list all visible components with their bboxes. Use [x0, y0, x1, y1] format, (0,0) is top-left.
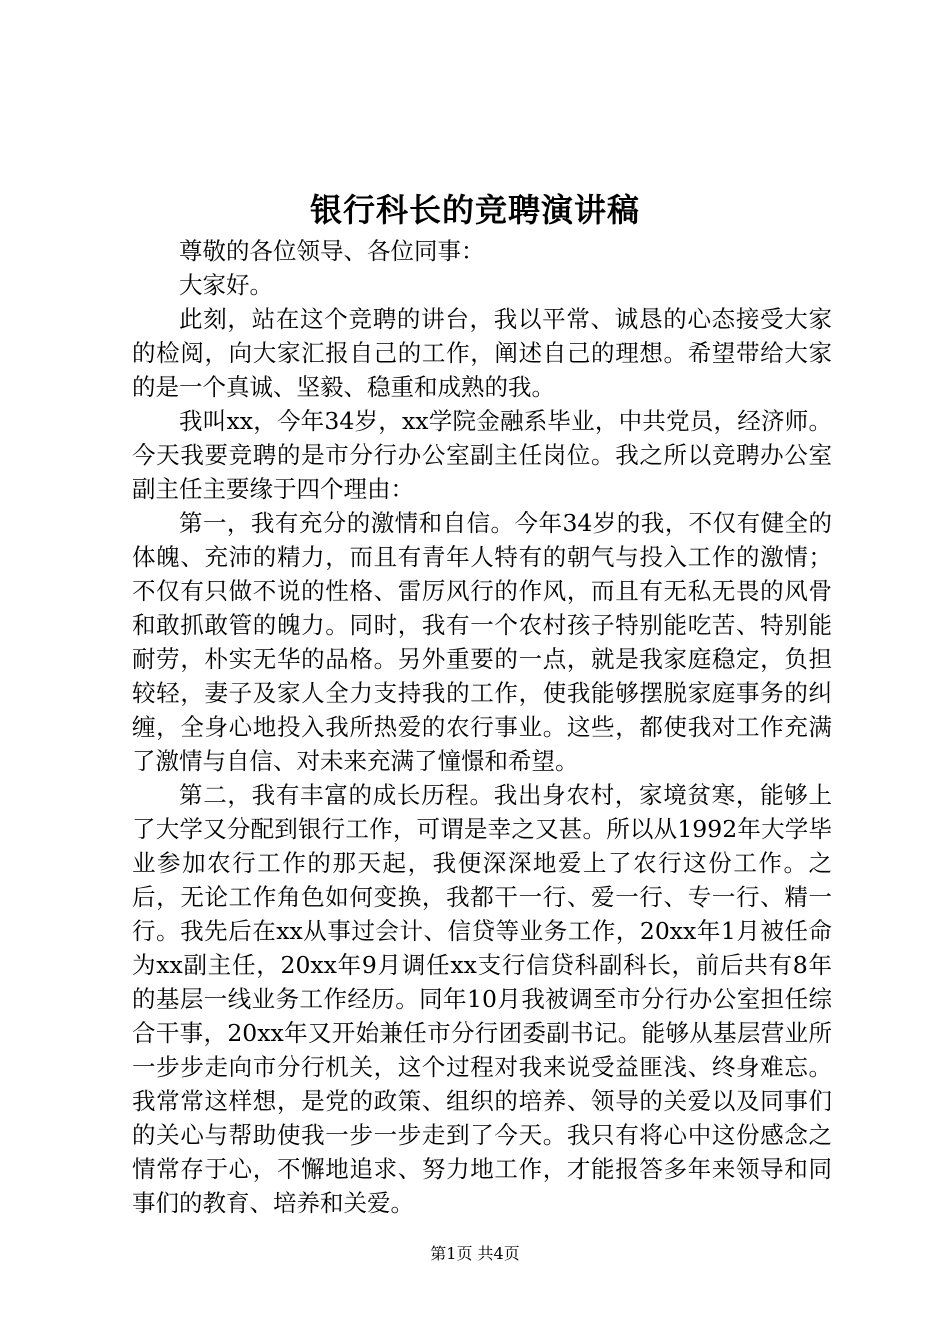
body-paragraph: 第二，我有丰富的成长历程。我出身农村，家境贫寒，能够上了大学又分配到银行工作，可谓是幸之又甚。所以从1992年大学毕业参加农行工作的那天起，我便深深地爱上了农行这份工作。之后，无论工作角色如何变换，我都干一行、爱一行、专一行、精一行。我先后在xx从事过会计、信贷等业务工作，20xx年1月被任命为xx副主任，20xx年9月调任xx支行信贷科副科长，前后共有8年的基层一线业务工作经历。同年10月我被调至市分行办公室担任综合干事，20xx年又开始兼任市分行团委副书记。能够从基层营业所一步步走向市分行机关，这个过程对我来说受益匪浅、终身难忘。我常常这样想，是党的政策、组织的培养、领导的关爱以及同事们的关心与帮助使我一步一步走到了今天。我只有将心中这份感念之情常存于心，不懈地追求、努力地工作，才能报答多年来领导和同事们的教育、培养和关爱。 [132, 781, 832, 1217]
document-body [132, 234, 832, 1220]
document-title: 银行科长的竞聘演讲稿 [309, 191, 640, 229]
body-paragraph: 此刻，站在这个竞聘的讲台，我以平常、诚恳的心态接受大家的检阅，向大家汇报自己的工作，阐述自己的理想。希望带给大家的是一个真诚、坚毅、稳重和成熟的我。 [132, 305, 832, 401]
body-paragraph: 我叫xx，今年34岁，xx学院金融系毕业，中共党员，经济师。今天我要竞聘的是市分行办公室副主任岗位。我之所以竞聘办公室副主任主要缘于四个理由： [132, 407, 832, 503]
page-footer: 第1页 共4页 [430, 1244, 520, 1263]
salutation-paragraph: 尊敬的各位领导、各位同事： [179, 237, 485, 265]
greeting-paragraph: 大家好。 [179, 271, 273, 299]
body-paragraph: 第一，我有充分的激情和自信。今年34岁的我，不仅有健全的体魄、充沛的精力，而且有青年人特有的朝气与投入工作的激情；不仅有只做不说的性格、雷厉风行的作风，而且有无私无畏的风骨和敢抓敢管的魄力。同时，我有一个农村孩子特别能吃苦、特别能耐劳，朴实无华的品格。另外重要的一点，就是我家庭稳定，负担较轻，妻子及家人全力支持我的工作，使我能够摆脱家庭事务的纠缠，全身心地投入我所热爱的农行事业。这些，都使我对工作充满了激情与自信、对未来充满了憧憬和希望。 [132, 509, 832, 775]
